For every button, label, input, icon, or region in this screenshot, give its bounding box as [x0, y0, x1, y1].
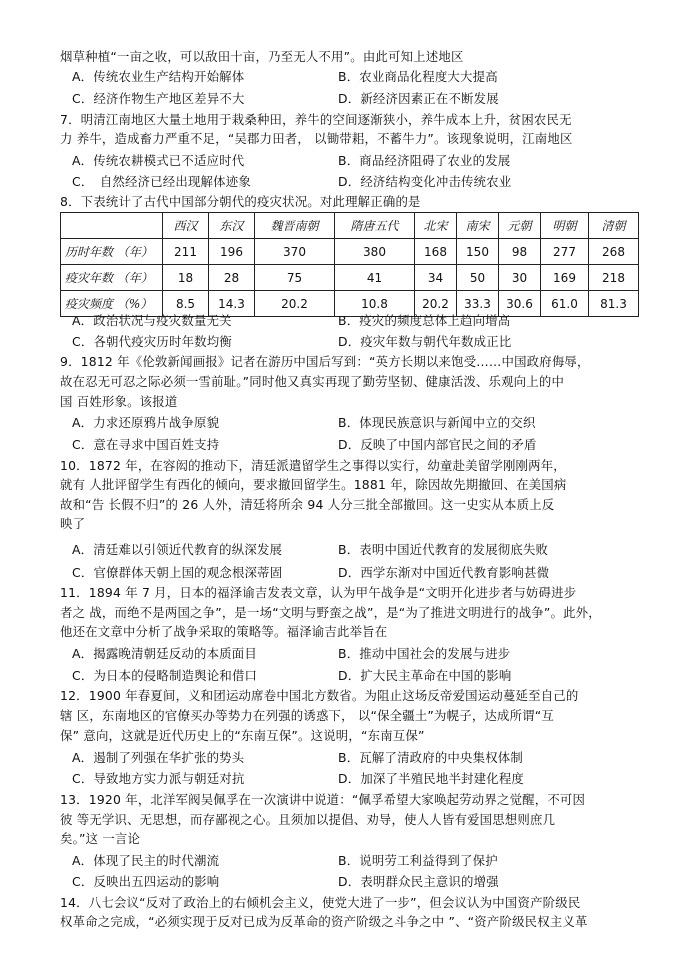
option-b: B．疫灾的频度总体上趋向增高	[338, 313, 511, 328]
question-11-text: 11．1894 年 7 月，日本的福泽谕吉发表文章，认为甲午战争是“文明开化进步者与妨碍进步	[60, 585, 577, 600]
table-header-cell: 魏晋南朝	[255, 213, 335, 239]
question-12-text: 12．1900 年春夏间，义和团运动席卷中国北方数省。为阻止这场反帝爱国运动蔓延至自己的	[60, 688, 579, 703]
option-b: B．推动中国社会的发展与进步	[338, 646, 511, 661]
option-a: A．体现了民主的时代潮流	[72, 853, 220, 868]
question-9-text: 9．1812 年《伦敦新闻画报》记者在游历中国后写到：“英方长期以来饱受……中国政府侮辱，	[60, 354, 590, 369]
option-a: A．遏制了列强在华扩张的势头	[72, 750, 245, 765]
question-10-text: 映了	[60, 516, 86, 531]
table-cell: 18	[163, 265, 209, 291]
table-cell: 33.3	[457, 291, 499, 317]
table-cell: 20.2	[255, 291, 335, 317]
table-header-cell: 东汉	[209, 213, 255, 239]
question-9-text: 国 百姓形象。该报道	[60, 394, 178, 409]
question-9-text: 故在忍无可忍之际必须一雪前耻。”同时他又真实再现了勤劳坚韧、健康活泼、乐观向上的中	[60, 374, 565, 389]
option-c: C．各朝代疫灾历时年数均衡	[72, 334, 232, 349]
table-cell: 196	[209, 239, 255, 265]
table-cell: 168	[415, 239, 457, 265]
option-d: D．扩大民主革命在中国的影响	[338, 668, 512, 683]
table-cell: 268	[589, 239, 639, 265]
table-cell: 370	[255, 239, 335, 265]
question-10-text: 故和“告 长假不归”的 26 人外，清廷将所余 94 人分三批全部撤回。这一史实从本质上反	[60, 497, 555, 512]
question-11-text: 他还在文章中分析了战争采取的策略等。福泽谕吉此举旨在	[60, 624, 388, 639]
table-header-row	[61, 213, 639, 239]
question-10-text: 10．1872 年，在容闳的推动下，清廷派遣留学生之事得以实行，幼童赴美留学刚刚两年，	[60, 458, 566, 473]
table-cell: 218	[589, 265, 639, 291]
table-header-cell: 明朝	[541, 213, 589, 239]
table-cell: 150	[457, 239, 499, 265]
option-b: B．商品经济阻碍了农业的发展	[338, 153, 511, 168]
option-d: D．经济结构变化冲击传统农业	[338, 174, 512, 189]
table-header-cell: 隋唐五代	[335, 213, 415, 239]
option-d: D．疫灾年数与朝代年数成正比	[338, 334, 512, 349]
table-header-cell: 元朝	[499, 213, 541, 239]
table-cell: 211	[163, 239, 209, 265]
question-12-text: 保” 意向，这就是近代历史上的“东南互保”。这说明，“东南互保”	[60, 728, 425, 743]
option-b: B．表明中国近代教育的发展彻底失败	[338, 542, 549, 557]
table-header-cell: 清朝	[589, 213, 639, 239]
option-c: C． 自然经济已经出现解体迹象	[72, 174, 251, 189]
question-8-text: 8．下表统计了古代中国部分朝代的疫灾状况。对此理解正确的是	[60, 194, 421, 209]
table-cell: 380	[335, 239, 415, 265]
table-cell: 20.2	[415, 291, 457, 317]
question-14-text: 权革命之完成，“必须实现于反对已成为反革命的资产阶级之斗争之中 ”、“资产阶级民权主义革	[60, 914, 588, 929]
table-row	[61, 265, 639, 291]
option-d: D．新经济因素正在不断发展	[338, 91, 499, 106]
table-cell: 30	[499, 265, 541, 291]
question-11-text: 者之 战，而绝不是两国之争”，是一场“文明与野蛮之战”，是“为了推进文明进行的战争”。此外，	[60, 605, 601, 620]
table-header-cell	[61, 213, 163, 239]
option-b: B．说明劳工利益得到了保护	[338, 853, 498, 868]
option-d: D．加深了半殖民地半封建化程度	[338, 771, 525, 786]
table-cell: 14.3	[209, 291, 255, 317]
option-b: B．体现民族意识与新闻中立的交织	[338, 415, 536, 430]
option-a: A．政治状况与疫灾数量无关	[72, 313, 232, 328]
option-c: C．意在寻求中国百姓支持	[72, 437, 220, 452]
table-cell: 75	[255, 265, 335, 291]
table-cell: 61.0	[541, 291, 589, 317]
epidemic-table	[60, 212, 639, 317]
option-c: C．反映出五四运动的影响	[72, 874, 220, 889]
table-header-cell: 南宋	[457, 213, 499, 239]
option-a: A．传统农耕模式已不适应时代	[72, 153, 245, 168]
option-c: C．导致地方实力派与朝廷对抗	[72, 771, 245, 786]
option-c: C．为日本的侵略制造舆论和借口	[72, 668, 258, 683]
option-c: C．官僚群体天朝上国的观念根深蒂固	[72, 565, 283, 580]
table-cell: 41	[335, 265, 415, 291]
table-cell: 50	[457, 265, 499, 291]
question-10-text: 就有 人批评留学生有西化的倾向，要求撤回留学生。1881 年，除因故先期撤回、在美国病	[60, 477, 567, 492]
table-cell: 34	[415, 265, 457, 291]
option-a: A．传统农业生产结构开始解体	[72, 69, 245, 84]
table-header-cell: 西汉	[163, 213, 209, 239]
table-row-label: 历时年数 （年）	[61, 239, 163, 265]
question-text: 烟草种植“一亩之收，可以敌田十亩，乃至无人不用”。由此可知上述地区	[60, 49, 464, 64]
table-cell: 8.5	[163, 291, 209, 317]
question-13-text: 13．1920 年，北洋军阀吴佩孚在一次演讲中说道：“佩孚希望大家唤起劳动界之觉醒，不可因	[60, 792, 586, 807]
table-cell: 28	[209, 265, 255, 291]
table-row-label: 疫灾年数 （年）	[61, 265, 163, 291]
question-13-text: 彼 等无学识、无思想，而存鄙视之心。且须加以提倡、劝导，使人人皆有爱国思想则庶几	[60, 812, 556, 827]
option-a: A．揭露晚清朝廷反动的本质面目	[72, 646, 257, 661]
option-d: D．表明群众民主意识的增强	[338, 874, 499, 889]
table-cell: 98	[499, 239, 541, 265]
table-row-label: 疫灾频度 （%）	[61, 291, 163, 317]
question-7-text: 力 养牛，造成畜力严重不足，“吴郡力田者， 以锄带耜，不蓄牛力”。该现象说明，江南地区	[60, 131, 573, 146]
option-a: A．清廷难以引领近代教育的纵深发展	[72, 542, 283, 557]
table-cell: 277	[541, 239, 589, 265]
question-12-text: 辖 区，东南地区的官僚买办等势力在列强的诱惑下， 以“保全疆土”为幌子，达成所谓“互	[60, 708, 554, 723]
table-header-cell: 北宋	[415, 213, 457, 239]
option-a: A．力求还原鸦片战争原貌	[72, 415, 220, 430]
option-d: D．西学东渐对中国近代教育影响甚微	[338, 565, 550, 580]
table-cell: 30.6	[499, 291, 541, 317]
option-b: B．瓦解了清政府的中央集权体制	[338, 750, 523, 765]
table-cell: 169	[541, 265, 589, 291]
question-13-text: 矣。”这 一言论	[60, 831, 141, 846]
option-c: C．经济作物生产地区差异不大	[72, 91, 245, 106]
option-b: B．农业商品化程度大大提高	[338, 69, 498, 84]
table-cell: 10.8	[335, 291, 415, 317]
option-d: D．反映了中国内部官民之间的矛盾	[338, 437, 537, 452]
table-row	[61, 239, 639, 265]
question-14-text: 14．八七会议“反对了政治上的右倾机会主义，使党大进了一步”，但会议认为中国资产阶级民	[60, 895, 581, 910]
question-7-text: 7．明清江南地区大量土地用于栽桑种田，养牛的空间逐渐狭小，养牛成本上升，贫困农民无	[60, 112, 572, 127]
table-cell: 81.3	[589, 291, 639, 317]
